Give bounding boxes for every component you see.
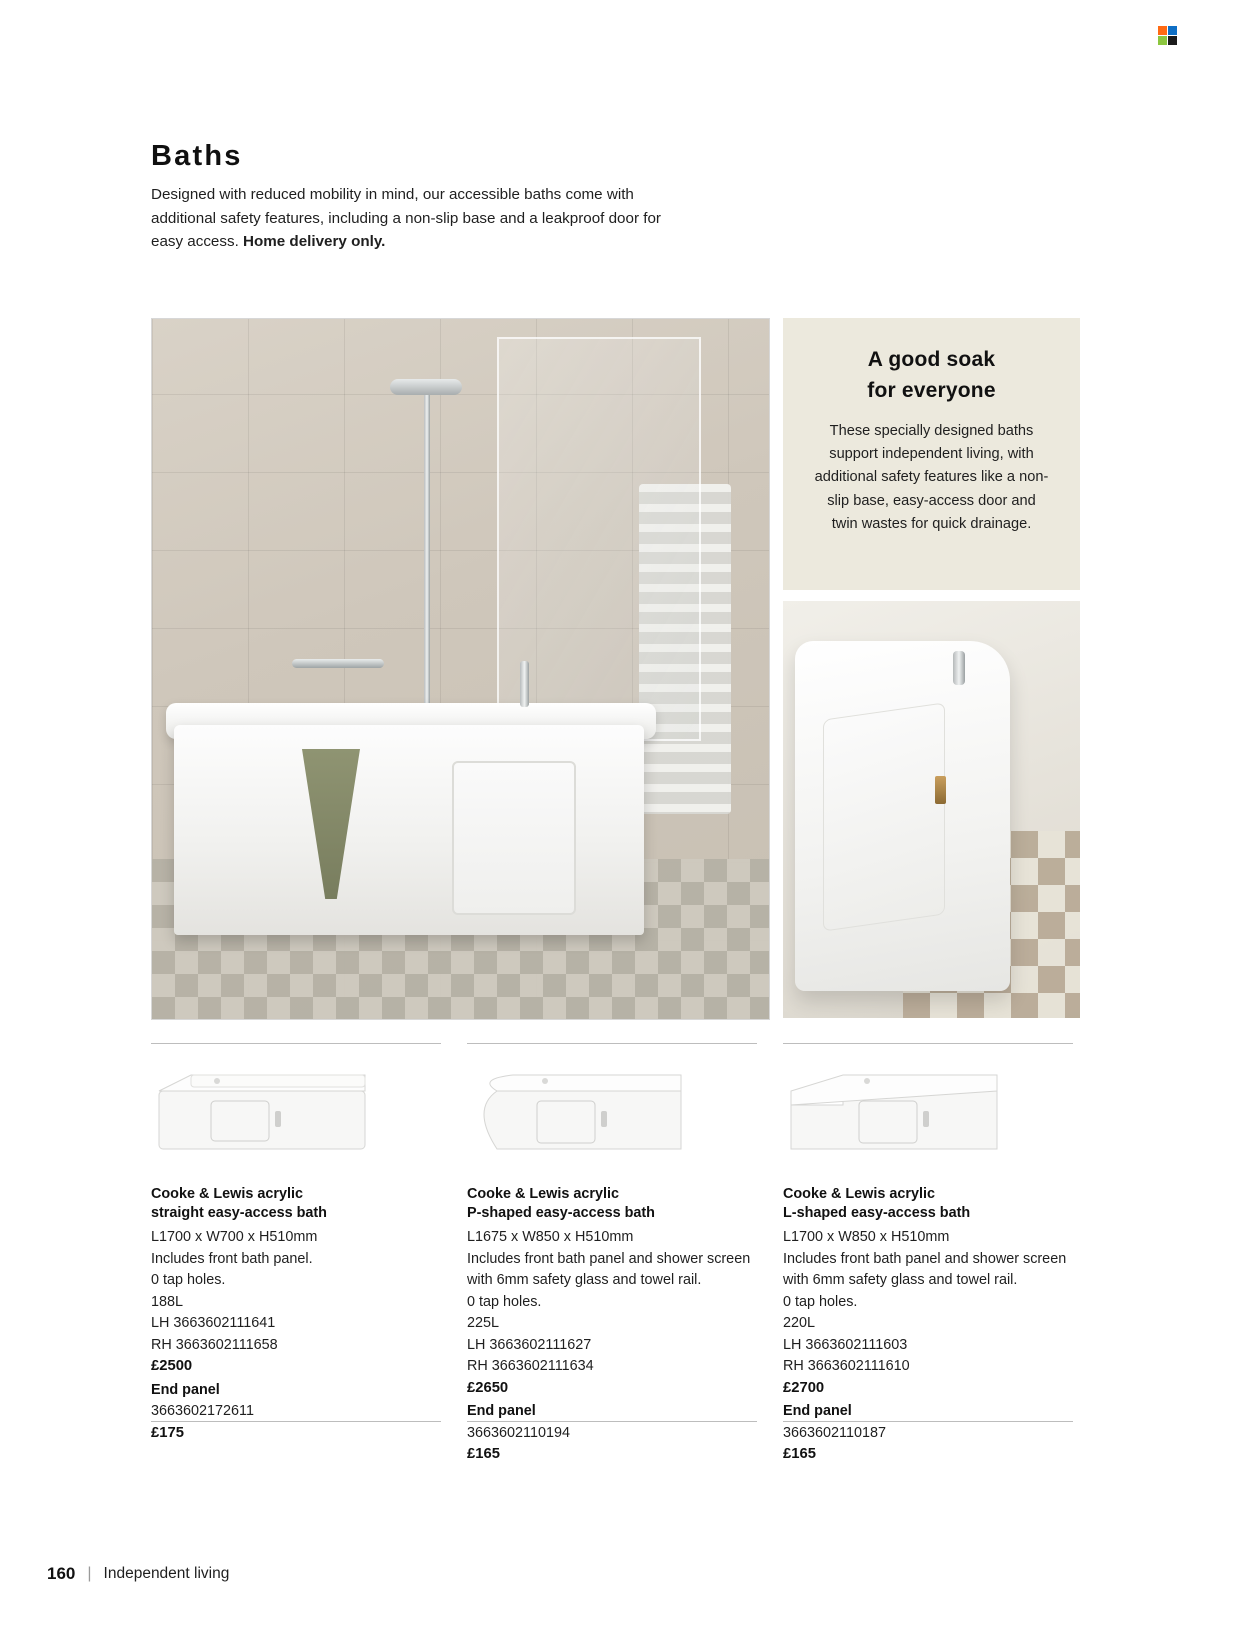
accessory-label: End panel [151, 1381, 220, 1398]
detail-door-handle-icon [935, 776, 946, 804]
product-capacity: 220L [783, 1315, 816, 1331]
product-tap-holes: 0 tap holes. [783, 1293, 858, 1310]
product-card[interactable] [783, 1043, 1080, 1466]
product-name-line2: straight easy-access bath [151, 1205, 327, 1221]
product-tap-holes: 0 tap holes. [467, 1293, 542, 1310]
product-thumbnail-p-shaped-bath [467, 1061, 764, 1171]
heading-block [151, 140, 681, 254]
product-name [467, 1185, 764, 1223]
product-name-line2: L-shaped easy-access bath [783, 1205, 971, 1221]
brand-logo-icon [1158, 26, 1178, 46]
callout-box [783, 318, 1080, 590]
product-dimensions: L1700 x W700 x H510mm [151, 1229, 318, 1245]
footer-separator: | [87, 1565, 92, 1582]
product-code-rh: RH 3663602111634 [467, 1358, 594, 1374]
product-name-line1: Cooke & Lewis acrylic [151, 1186, 303, 1202]
accessory-price: £175 [151, 1424, 184, 1441]
logo-square-orange [1158, 26, 1167, 35]
footer-section-name: Independent living [103, 1565, 230, 1582]
callout-heading [813, 344, 1050, 406]
product-name-line1: Cooke & Lewis acrylic [783, 1186, 935, 1202]
bath-access-door [452, 761, 576, 915]
product-name-line1: Cooke & Lewis acrylic [467, 1186, 619, 1202]
product-code-lh: LH 3663602111641 [151, 1315, 276, 1331]
logo-square-blue [1168, 26, 1177, 35]
product-code-rh: RH 3663602111610 [783, 1358, 910, 1374]
hero-bathroom-photo [151, 318, 770, 1020]
intro-emphasis: Home delivery only. [243, 233, 386, 250]
product-code-rh: RH 3663602111658 [151, 1336, 278, 1353]
intro-text: Designed with reduced mobility in mind, our accessible baths come with additional safety features, including a non-slip base and a leakproof door for easy access. [151, 186, 661, 250]
product-code-lh: LH 3663602111603 [783, 1336, 908, 1353]
product-card[interactable] [151, 1043, 448, 1444]
product-name [783, 1185, 1080, 1223]
callout-heading-line1: A good soak [867, 348, 996, 371]
product-capacity: 225L [467, 1315, 500, 1331]
product-thumbnail-l-shaped-bath [783, 1061, 1080, 1171]
accessory-label: End panel [467, 1403, 536, 1419]
product-tap-holes: 0 tap holes. [151, 1272, 226, 1288]
accessory-code: 3663602110187 [783, 1424, 886, 1441]
bath-tap-icon [520, 661, 529, 707]
product-card[interactable] [467, 1043, 764, 1466]
shower-head-icon [390, 379, 462, 395]
logo-square-black [1168, 36, 1177, 45]
logo-square-green [1158, 36, 1167, 45]
product-price: £2700 [783, 1379, 825, 1396]
product-dimensions: L1675 x W850 x H510mm [467, 1229, 634, 1245]
accessory-code: 3663602110194 [467, 1424, 570, 1441]
product-code-lh: LH 3663602111627 [467, 1336, 592, 1353]
accessory-label: End panel [783, 1403, 852, 1419]
product-includes: Includes front bath panel and shower screen with 6mm safety glass and towel rail. [467, 1250, 751, 1288]
detail-bath-tap-icon [953, 651, 965, 685]
accessory-price: £165 [467, 1446, 500, 1462]
bath-detail-photo [783, 601, 1080, 1018]
page-number: 160 [47, 1564, 76, 1583]
product-name-line2: P-shaped easy-access bath [467, 1205, 655, 1221]
callout-heading-line2: for everyone [867, 379, 996, 402]
product-capacity: 188L [151, 1293, 184, 1310]
product-price: £2500 [151, 1358, 193, 1374]
product-thumbnail-straight-bath [151, 1061, 448, 1171]
intro-paragraph [151, 183, 671, 254]
product-dimensions: L1700 x W850 x H510mm [783, 1229, 950, 1245]
detail-bath-door [823, 702, 945, 931]
product-includes: Includes front bath panel and shower screen with 6mm safety glass and towel rail. [783, 1250, 1067, 1288]
accessory-price: £165 [783, 1446, 816, 1462]
callout-body: These specially designed baths support independent living, with additional safety features like a non-slip base, easy-access door and twin wastes for quick drainage. [814, 423, 1049, 532]
product-includes: Includes front bath panel. [151, 1250, 313, 1267]
grab-rail [292, 659, 384, 668]
product-price: £2650 [467, 1379, 509, 1396]
product-name [151, 1185, 448, 1223]
shower-riser-rail [424, 389, 430, 719]
page-title: Baths [151, 140, 243, 172]
accessory-code: 3663602172611 [151, 1403, 254, 1419]
page-footer [47, 1564, 229, 1584]
